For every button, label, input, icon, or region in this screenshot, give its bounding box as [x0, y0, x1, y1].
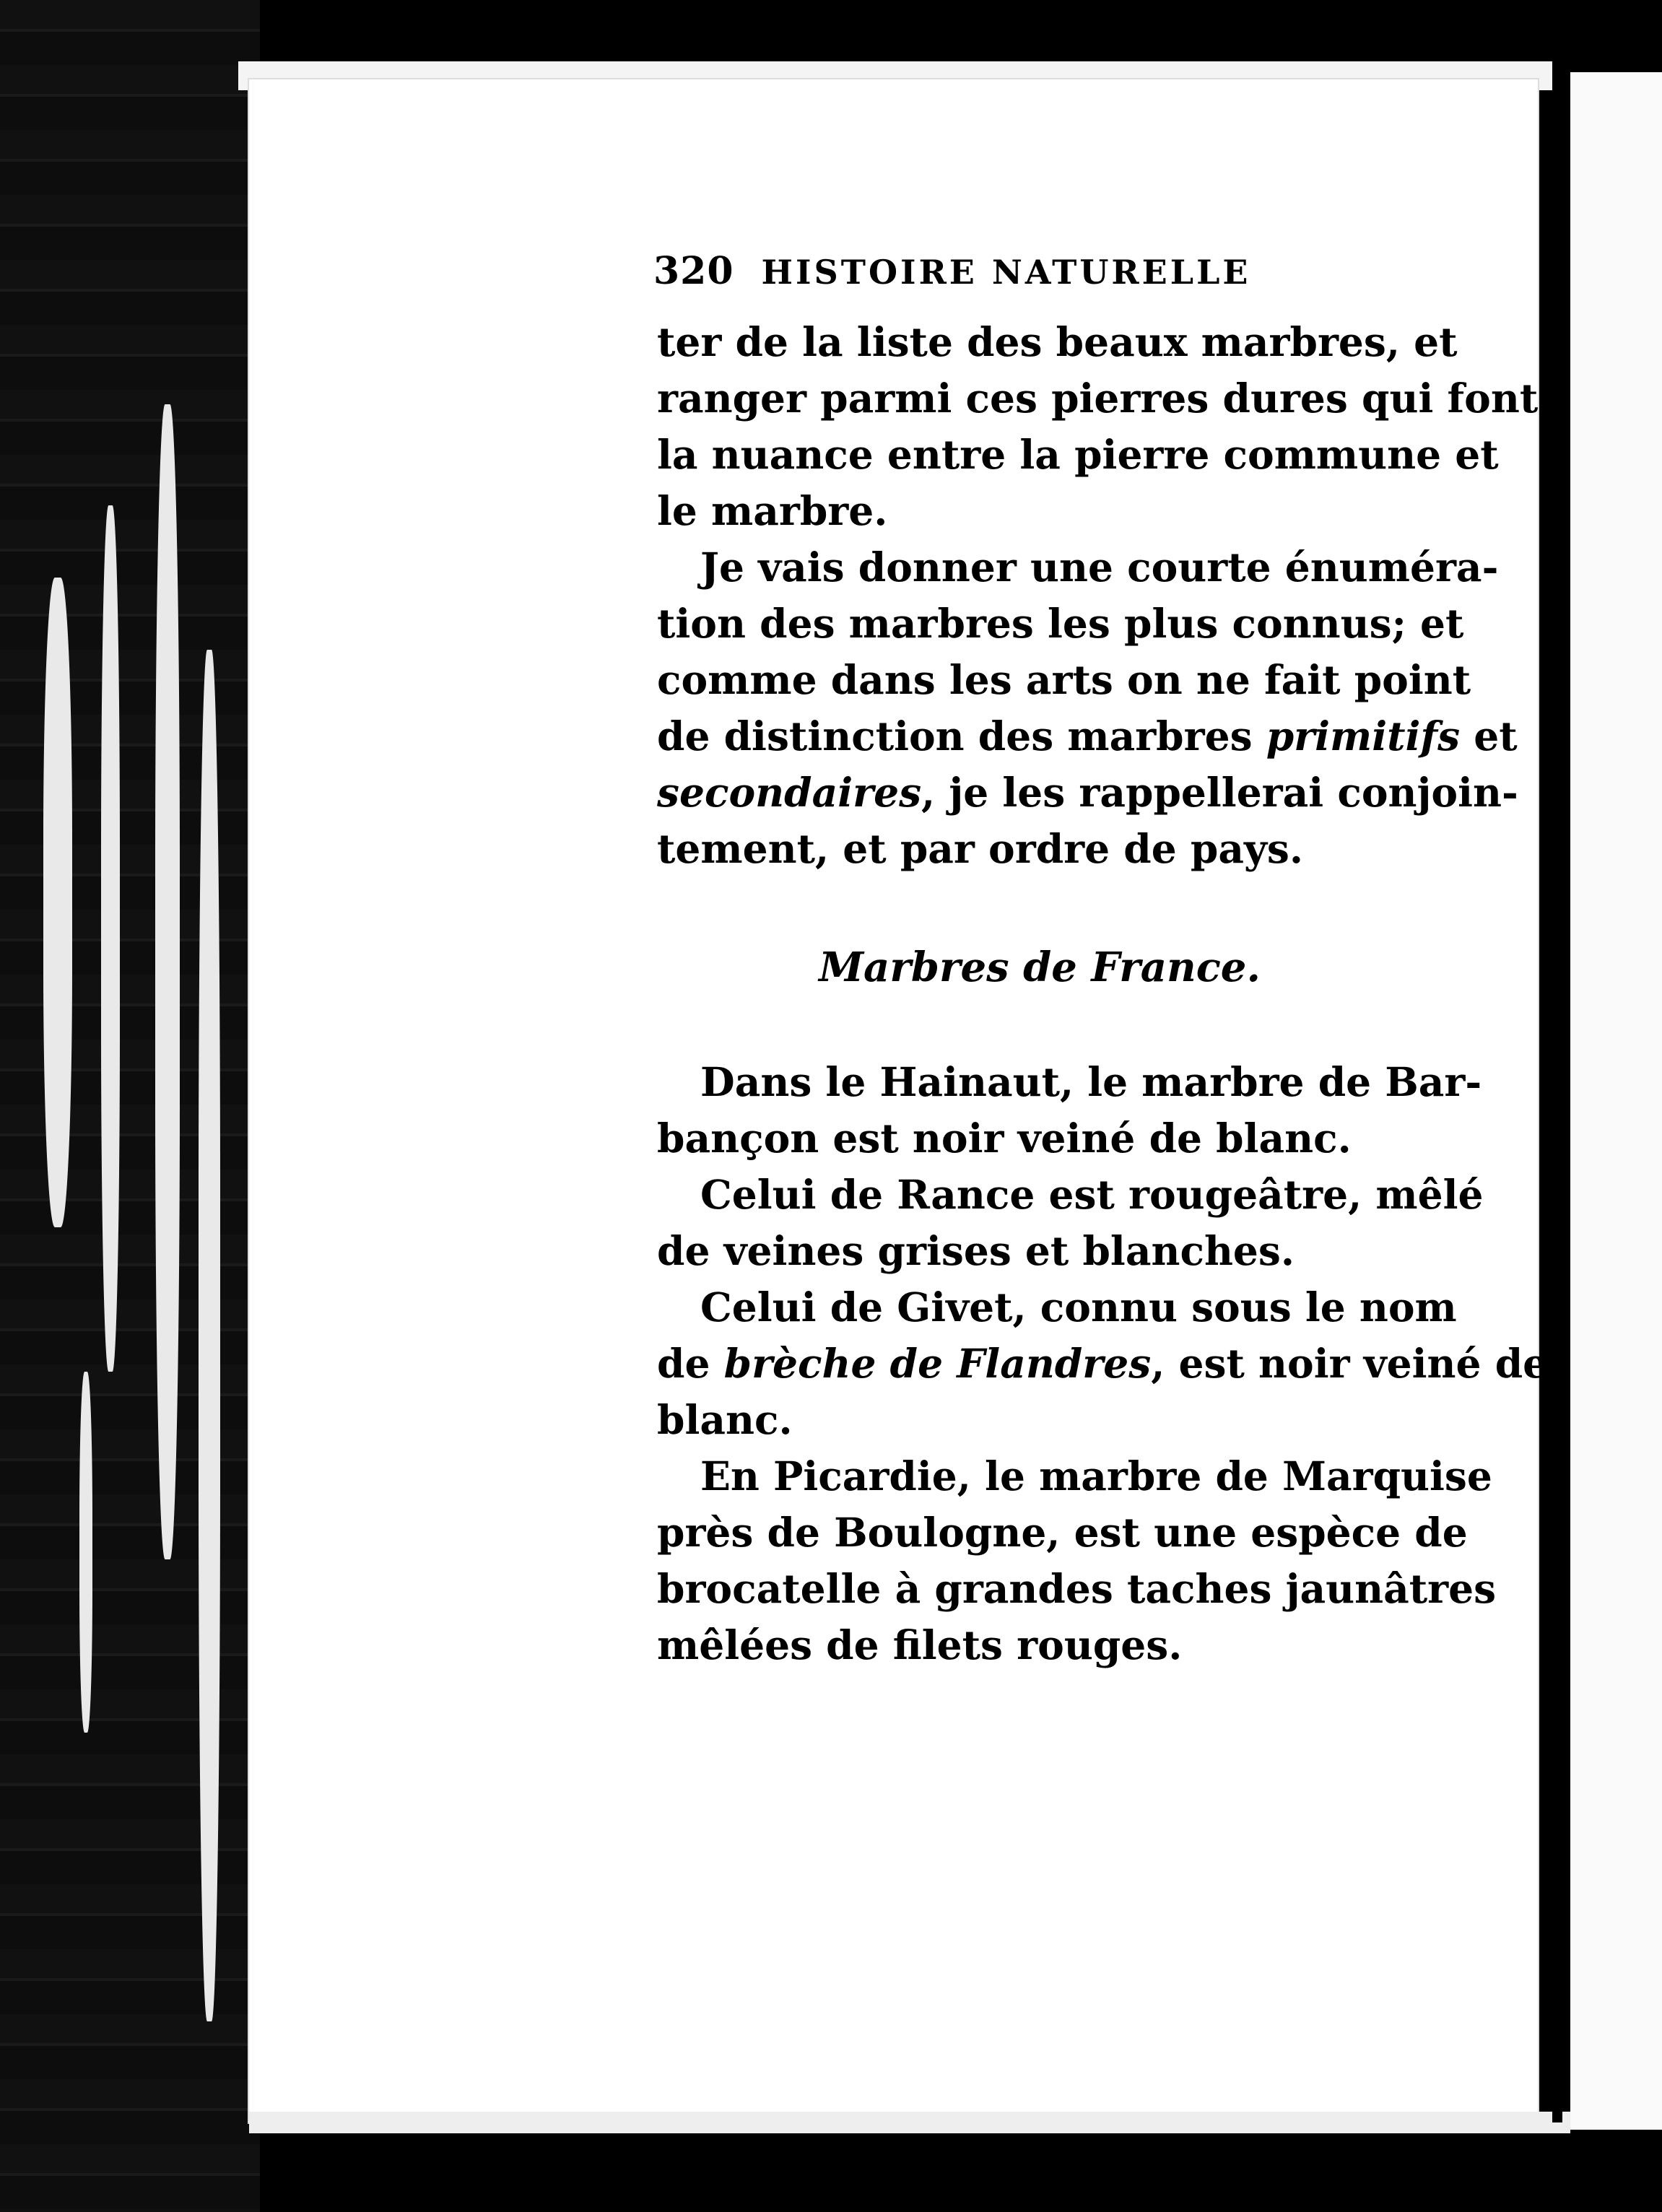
text-line: comme dans les arts on ne fait point: [657, 656, 1471, 703]
text-body-top: [657, 314, 1539, 877]
text-line: bançon est noir veiné de blanc.: [657, 1115, 1352, 1162]
text-line: la nuance entre la pierre commune et: [657, 431, 1499, 478]
text-run: , je les rappellerai conjoin-: [921, 769, 1518, 816]
text-line: près de Boulogne, est une espèce de: [657, 1509, 1468, 1556]
text-line: mêlées de filets rouges.: [657, 1621, 1183, 1668]
text-run: de distinction des marbres: [657, 713, 1266, 759]
text-line: ter de la liste des beaux marbres, et: [657, 318, 1458, 365]
paragraph-givet: [657, 1279, 1549, 1448]
text-line: tion des marbres les plus connus; et: [657, 600, 1464, 647]
text-body-bottom: [657, 1054, 1549, 1673]
section-heading: Marbres de France.: [819, 944, 1261, 991]
italic-term: primitifs: [1266, 713, 1461, 759]
page-bottom-edge: [249, 2112, 1570, 2133]
paragraph-rance: [657, 1167, 1484, 1279]
paragraph-enumeration-intro: [657, 539, 1518, 877]
running-title: HISTOIRE NATURELLE: [761, 253, 1251, 292]
italic-term: secondaires: [657, 769, 922, 816]
text-run: , est noir veiné de: [1151, 1340, 1549, 1387]
text-line: [657, 765, 1518, 821]
text-line: Celui de Givet, connu sous le nom: [700, 1284, 1457, 1331]
gutter-shadow: [1552, 79, 1562, 2122]
paragraph-picardie: [657, 1448, 1497, 1673]
text-line: le marbre.: [657, 487, 888, 534]
text-line: brocatelle à grandes taches jaunâtres: [657, 1565, 1497, 1612]
text-line: ranger parmi ces pierres dures qui font: [657, 375, 1539, 422]
text-line: Celui de Rance est rougeâtre, mêlé: [700, 1171, 1484, 1218]
text-run: et: [1460, 713, 1518, 759]
text-line: En Picardie, le marbre de Marquise: [700, 1453, 1492, 1499]
running-header: [653, 249, 1426, 300]
book-binding-edge: [0, 0, 260, 2212]
text-line: blanc.: [657, 1396, 793, 1443]
paragraph-continuation: [657, 314, 1539, 539]
text-line: de veines grises et blanches.: [657, 1227, 1295, 1274]
text-line: Je vais donner une courte énuméra-: [700, 544, 1499, 591]
text-line: [657, 708, 1518, 765]
text-line: [657, 1336, 1549, 1392]
italic-term: brèche de Flandres: [723, 1340, 1152, 1387]
text-run: de: [657, 1340, 724, 1387]
paragraph-hainaut: [657, 1054, 1482, 1167]
facing-page-edge: [1570, 72, 1662, 2130]
text-line: Dans le Hainaut, le marbre de Bar-: [700, 1058, 1482, 1105]
text-line: tement, et par ordre de pays.: [657, 825, 1304, 872]
page-number: 320: [653, 249, 734, 293]
